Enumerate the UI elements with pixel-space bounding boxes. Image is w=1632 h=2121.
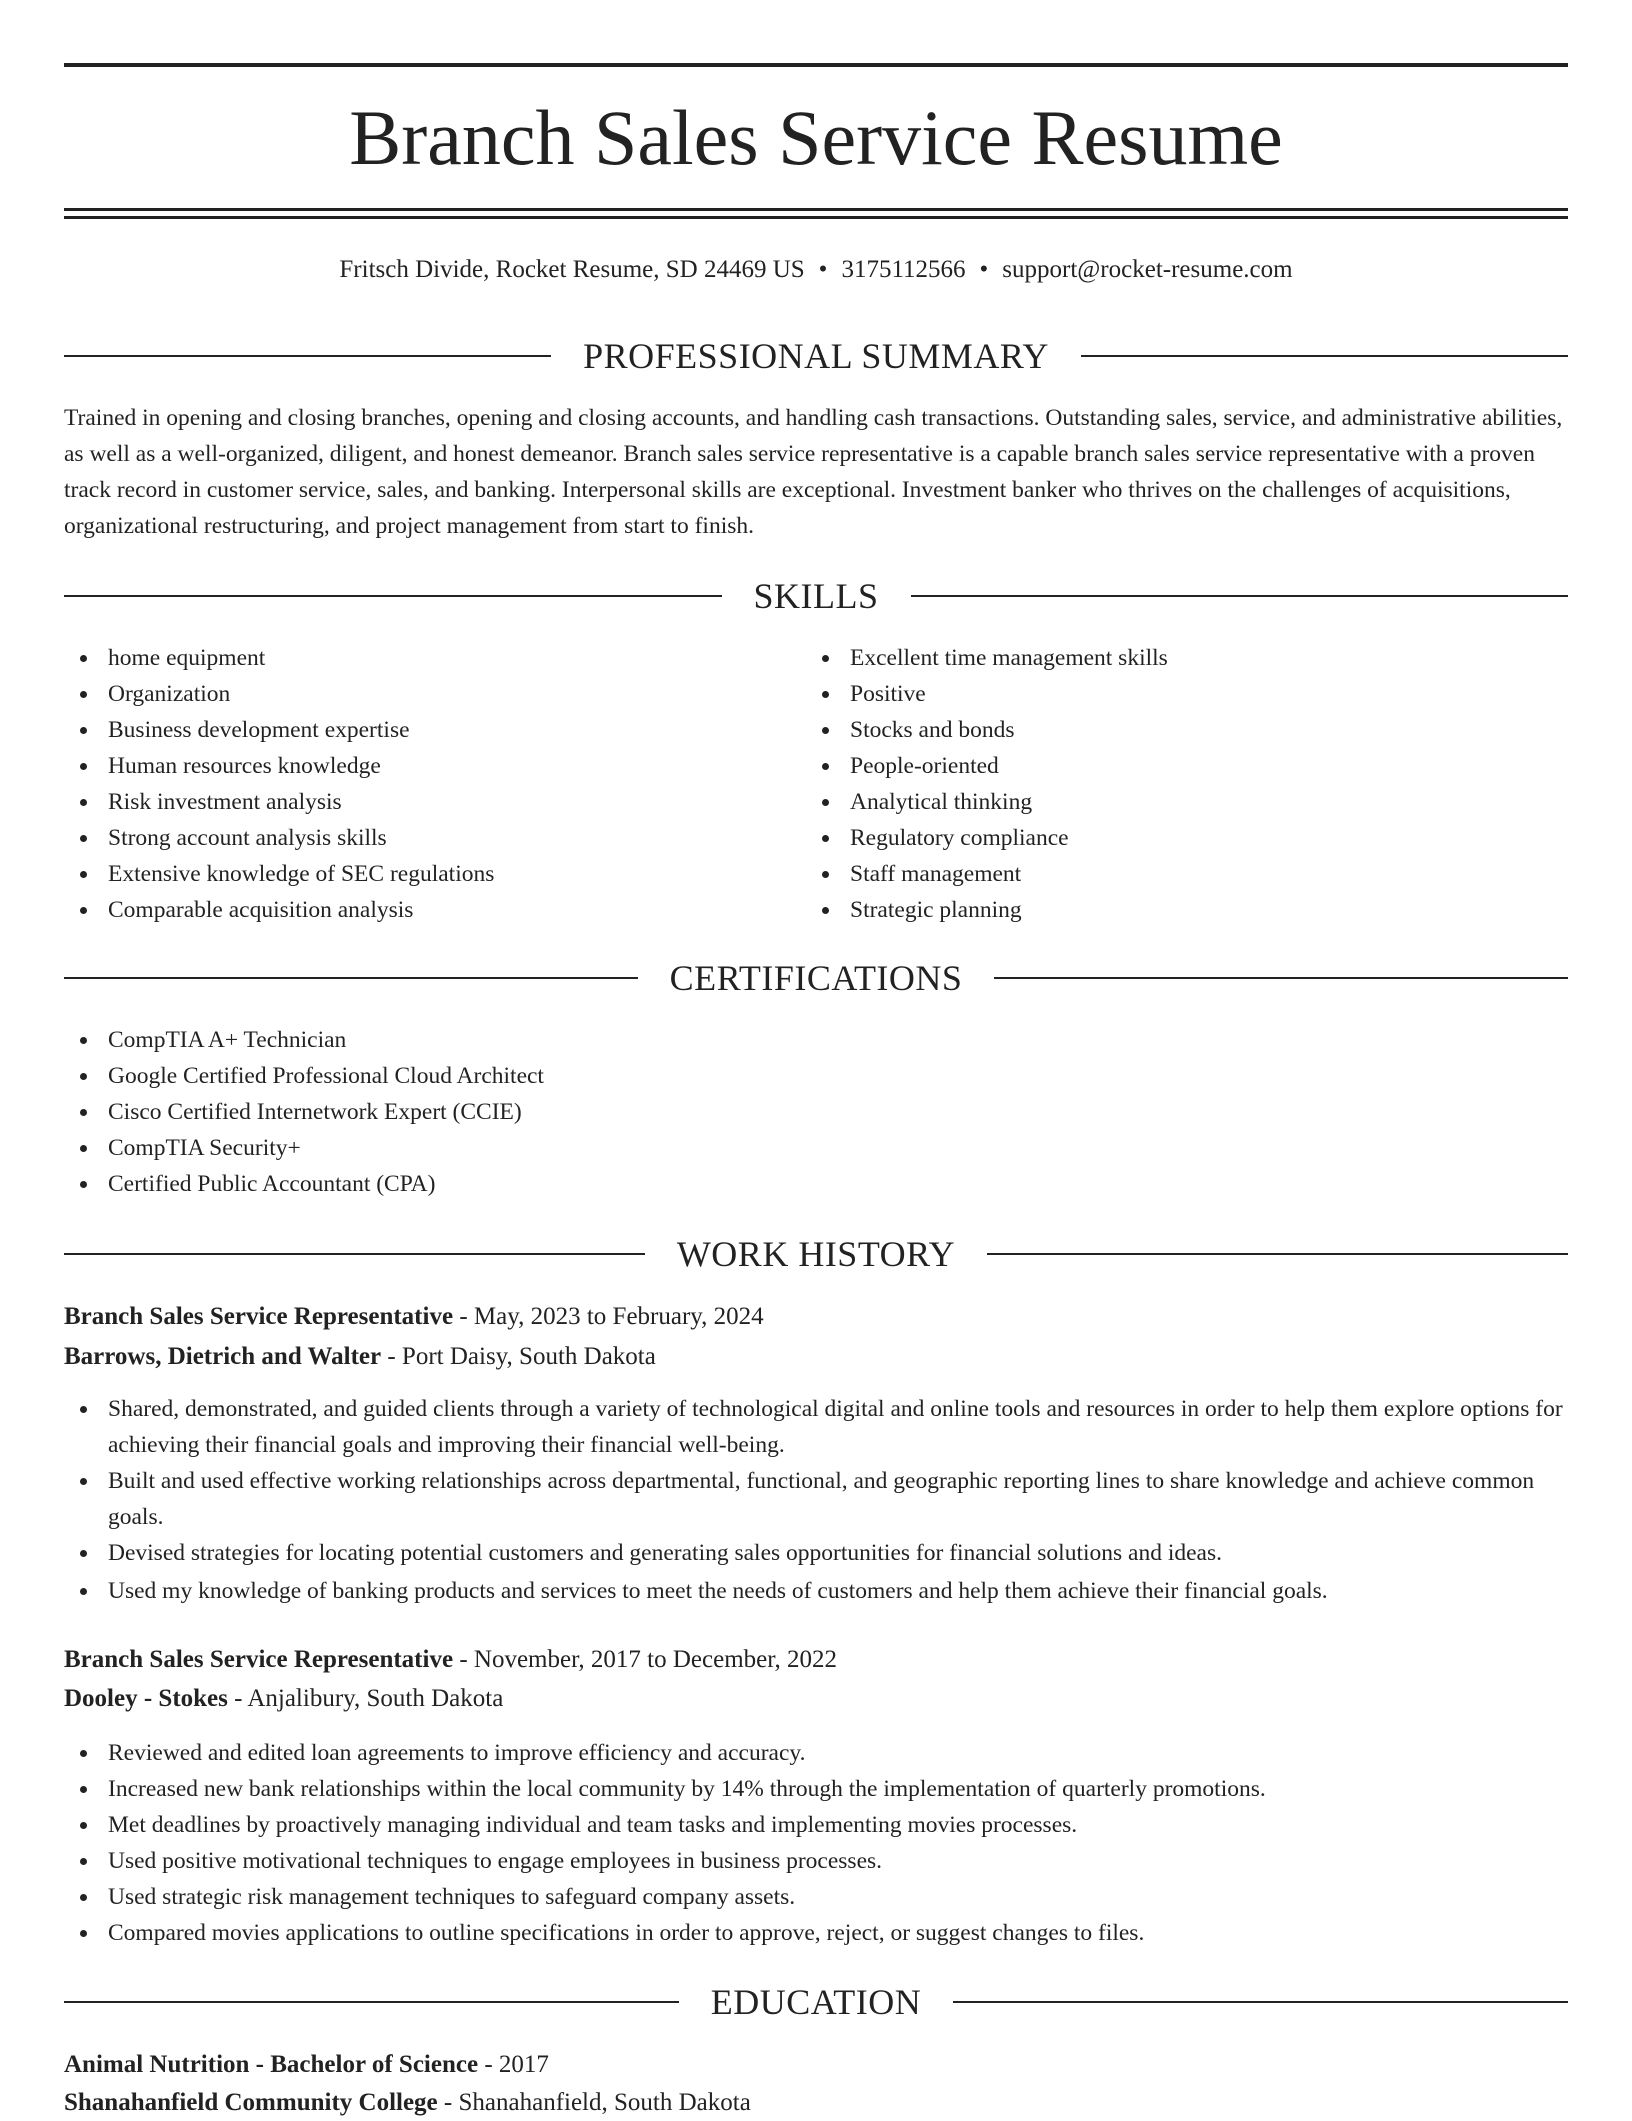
skill-item: Positive <box>806 676 1506 712</box>
job-bullets <box>64 1391 1568 1609</box>
job-bullet: Compared movies applications to outline specifications in order to approve, reject, or suggest changes to files. <box>64 1915 1568 1951</box>
job-company: Barrows, Dietrich and Walter <box>64 1343 382 1370</box>
job-bullet: Shared, demonstrated, and guided clients through a variety of technological digital and online tools and resources in order to help them explore options for achieving their financial goals and improving their financial well-being. <box>64 1391 1568 1463</box>
skill-item: Regulatory compliance <box>806 820 1506 856</box>
job-bullet: Devised strategies for locating potential customers and generating sales opportunities for financial solutions and ideas. <box>64 1535 1568 1571</box>
section-heading-work: WORK HISTORY <box>64 1232 1568 1276</box>
section-heading-certifications: CERTIFICATIONS <box>64 956 1568 1000</box>
certification-item: CompTIA A+ Technician <box>64 1022 1568 1058</box>
job-location: - Port Daisy, South Dakota <box>381 1343 656 1370</box>
section-heading-education: EDUCATION <box>64 1980 1568 2024</box>
contact-phone: 3175112566 <box>841 256 966 283</box>
job-bullet: Met deadlines by proactively managing individual and team tasks and implementing movies processes. <box>64 1807 1568 1843</box>
skill-item: Risk investment analysis <box>64 784 764 820</box>
job-bullet: Built and used effective working relationships across departmental, functional, and geographic reporting lines to share knowledge and achieve common goals. <box>64 1463 1568 1535</box>
skill-item: Organization <box>64 676 764 712</box>
contact-address: Fritsch Divide, Rocket Resume, SD 24469 US <box>339 256 805 283</box>
job-title: Branch Sales Service Representative <box>64 1646 454 1673</box>
section-heading-skills: SKILLS <box>64 574 1568 618</box>
skill-item: People-oriented <box>806 748 1506 784</box>
top-rule <box>64 63 1568 67</box>
skill-item: Comparable acquisition analysis <box>64 892 764 928</box>
job-dates: - November, 2017 to December, 2022 <box>453 1646 838 1673</box>
contact-email: support@rocket-resume.com <box>1002 256 1293 283</box>
certifications-list <box>64 1022 1568 1202</box>
job-title-line <box>64 1642 1568 1678</box>
skill-item: Extensive knowledge of SEC regulations <box>64 856 764 892</box>
education-degree-line <box>64 2047 1568 2083</box>
job-title: Branch Sales Service Representative <box>64 1303 454 1330</box>
education-school: Shanahanfield Community College <box>64 2089 438 2116</box>
education-school-line <box>64 2085 1568 2121</box>
skill-item: Analytical thinking <box>806 784 1506 820</box>
job-bullet: Used positive motivational techniques to engage employees in business processes. <box>64 1843 1568 1879</box>
certification-item: Google Certified Professional Cloud Architect <box>64 1058 1568 1094</box>
education-degree: Animal Nutrition - Bachelor of Science <box>64 2051 479 2078</box>
job-location: - Anjalibury, South Dakota <box>227 1685 504 1712</box>
title-rule-upper <box>64 208 1568 211</box>
job-company-line <box>64 1339 1568 1375</box>
job-bullet: Reviewed and edited loan agreements to improve efficiency and accuracy. <box>64 1735 1568 1771</box>
summary-text: Trained in opening and closing branches, opening and closing accounts, and handling cash transactions. Outstanding sales, service, and administrative abilities, as well as a well-organized, diligent, and honest demeanor. Branch sales service representative is a capable branch sales service representative with a proven track record in customer service, sales, and banking. Interpersonal skills are exceptional. Investment banker who thrives on the challenges of acquisitions, organizational restructuring, and project management from start to finish. <box>64 405 1563 539</box>
skill-item: Business development expertise <box>64 712 764 748</box>
education-location: - Shanahanfield, South Dakota <box>437 2089 751 2116</box>
job-dates: - May, 2023 to February, 2024 <box>453 1303 764 1330</box>
job-bullet: Used strategic risk management techniques to safeguard company assets. <box>64 1879 1568 1915</box>
skill-item: home equipment <box>64 640 764 676</box>
job-bullet: Increased new bank relationships within the local community by 14% through the implementation of quarterly promotions. <box>64 1771 1568 1807</box>
skill-item: Excellent time management skills <box>806 640 1506 676</box>
certification-item: Certified Public Accountant (CPA) <box>64 1166 1568 1202</box>
skill-item: Staff management <box>806 856 1506 892</box>
skills-list-left <box>64 640 764 928</box>
title-rule-lower <box>64 216 1568 219</box>
job-company: Dooley - Stokes <box>64 1685 228 1712</box>
skills-list-right <box>806 640 1506 928</box>
job-company-line <box>64 1681 1568 1717</box>
job-bullets <box>64 1735 1568 1951</box>
certification-item: CompTIA Security+ <box>64 1130 1568 1166</box>
skill-item: Stocks and bonds <box>806 712 1506 748</box>
job-title-line <box>64 1299 1568 1335</box>
education-year: - 2017 <box>478 2051 549 2078</box>
skill-item: Human resources knowledge <box>64 748 764 784</box>
contact-line <box>64 252 1568 288</box>
section-heading-summary: PROFESSIONAL SUMMARY <box>64 334 1568 378</box>
contact-separator: • <box>818 256 828 283</box>
contact-separator: • <box>979 256 989 283</box>
skill-item: Strong account analysis skills <box>64 820 764 856</box>
job-bullet: Used my knowledge of banking products and services to meet the needs of customers and help them achieve their financial goals. <box>64 1573 1568 1609</box>
skill-item: Strategic planning <box>806 892 1506 928</box>
certification-item: Cisco Certified Internetwork Expert (CCIE) <box>64 1094 1568 1130</box>
page-title: Branch Sales Service Resume <box>349 94 1283 181</box>
